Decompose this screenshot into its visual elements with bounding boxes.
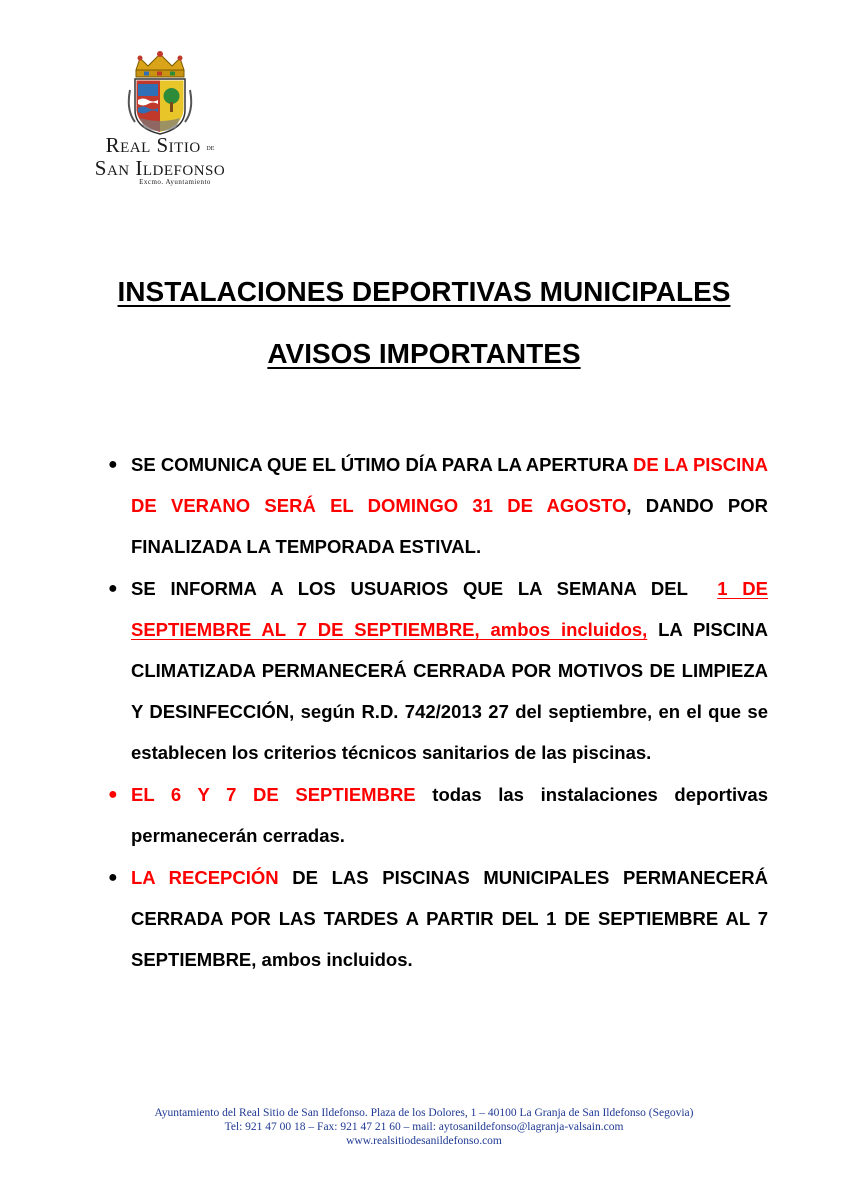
notice-highlight: LA RECEPCIÓN xyxy=(131,867,279,888)
footer-address: Ayuntamiento del Real Sitio de San Ildefonso. Plaza de los Dolores, 1 – 40100 La Granja de San Ildefonso (Segovia) xyxy=(154,1107,694,1119)
page-title: INSTALACIONES DEPORTIVAS MUNICIPALES xyxy=(117,276,731,307)
letterhead-logo xyxy=(80,50,240,186)
notice-text: , DANDO POR FINALIZADA LA TEMPORADA ESTIVAL. xyxy=(131,495,768,557)
coat-of-arms-icon xyxy=(126,50,194,136)
notice-text: todas las instalaciones deportivas permanecerán cerradas. xyxy=(131,784,768,846)
notice-item xyxy=(108,774,768,856)
page-subtitle: AVISOS IMPORTANTES xyxy=(267,338,581,369)
brand-line-2: San Ildefonso xyxy=(94,156,226,181)
footer-contact: Tel: 921 47 00 18 – Fax: 921 47 21 60 – mail: aytosanildefonso@lagranja-valsain.com xyxy=(224,1121,624,1133)
notice-item xyxy=(108,568,768,773)
notices-list xyxy=(108,444,768,981)
bullet-icon: ● xyxy=(108,580,118,597)
notice-text: SE COMUNICA QUE EL ÚTIMO DÍA PARA LA APERTURA xyxy=(131,454,633,475)
bullet-icon: ● xyxy=(108,869,118,886)
notice-item xyxy=(108,857,768,980)
notice-highlight: 1 DE SEPTIEMBRE AL 7 DE SEPTIEMBRE, ambos incluidos, xyxy=(131,578,768,640)
municipality-name xyxy=(80,134,240,187)
notice-highlight: DE LA PISCINA DE VERANO SERÁ EL DOMINGO 31 DE AGOSTO xyxy=(131,454,768,516)
brand-de: de xyxy=(206,142,215,153)
notice-text: DE LAS PISCINAS MUNICIPALES PERMANECERÁ CERRADA POR LAS TARDES A PARTIR DEL 1 DE SEPTIEMBRE AL 7 SEPTIEMBRE, ambos incluidos. xyxy=(131,867,768,970)
notice-text: LA PISCINA CLIMATIZADA PERMANECERÁ CERRADA POR MOTIVOS DE LIMPIEZA Y DESINFECCIÓN, según R.D. 742/2013 27 del septiembre, en el que se establecen los criterios técnicos sanitarios de las piscinas. xyxy=(131,619,768,763)
notice-text: SE INFORMA A LOS USUARIOS QUE LA SEMANA DEL xyxy=(131,578,718,599)
notice-item xyxy=(108,444,768,567)
notice-highlight: EL 6 Y 7 DE SEPTIEMBRE xyxy=(131,784,416,805)
brand-line-3: Excmo. Ayuntamiento xyxy=(139,178,211,187)
page-footer xyxy=(0,1106,848,1148)
brand-line-1: Real Sitio de xyxy=(105,133,215,157)
bullet-icon: ● xyxy=(108,786,118,803)
bullet-icon: ● xyxy=(108,456,118,473)
footer-website: www.realsitiodesanildefonso.com xyxy=(346,1135,502,1147)
